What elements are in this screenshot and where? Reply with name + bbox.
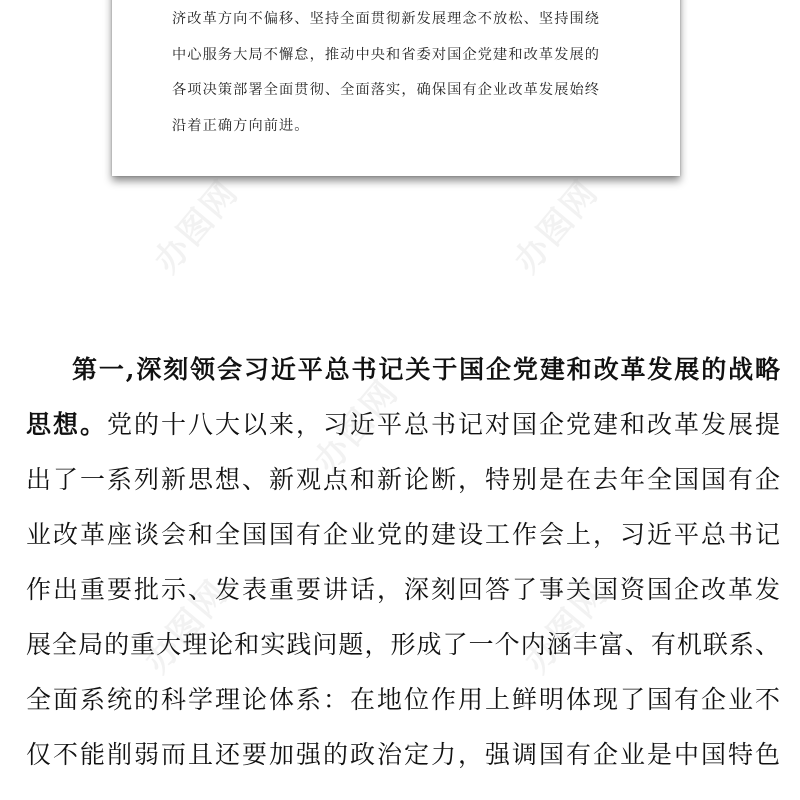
paragraph-heading: 第一,深刻领会习近平总书记关于国企党建和改革发展的战略 [72, 355, 780, 384]
paragraph-line-text: 党的十八大以来，习近平总书记对国企党建和改革发展提 [107, 410, 780, 439]
quote-text [172, 2, 642, 144]
paragraph-line [26, 397, 780, 452]
paragraph-line: 作出重要批示、发表重要讲话，深刻回答了事关国资国企改革发 [26, 575, 780, 604]
paragraph-line: 全面系统的科学理论体系：在地位作用上鲜明体现了国有企业不 [26, 685, 780, 714]
paragraph-line: 出了一系列新思想、新观点和新论断，特别是在去年全国国有企 [26, 465, 780, 494]
quote-line: 各项决策部署全面贯彻、全面落实，确保国有企业改革发展始终 [172, 82, 601, 98]
quote-line: 沿着正确方向前进。 [172, 117, 310, 134]
watermark: 办图网 [136, 572, 237, 681]
paragraph-line: 业改革座谈会和全国国有企业党的建设工作会上，习近平总书记 [26, 520, 780, 549]
paragraph-line: 展全局的重大理论和实践问题，形成了一个内涵丰富、有机联系、 [26, 630, 780, 659]
paragraph-line: 仅不能削弱而且还要加强的政治定力，强调国有企业是中国特色 [26, 740, 780, 769]
quote-line: 中心服务大局不懈怠，推动中央和省委对国企党建和改革发展的 [172, 46, 601, 63]
watermark: 办图网 [506, 172, 607, 281]
watermark: 办图网 [516, 572, 617, 681]
watermark: 办图网 [146, 172, 247, 281]
paragraph-heading-end: 思想。 [26, 410, 107, 439]
quote-box [112, 0, 680, 176]
body-paragraph [26, 342, 780, 782]
watermark: 办图网 [306, 372, 407, 481]
quote-line: 济改革方向不偏移、坚持全面贯彻新发展理念不放松、坚持围绕 [172, 11, 601, 27]
